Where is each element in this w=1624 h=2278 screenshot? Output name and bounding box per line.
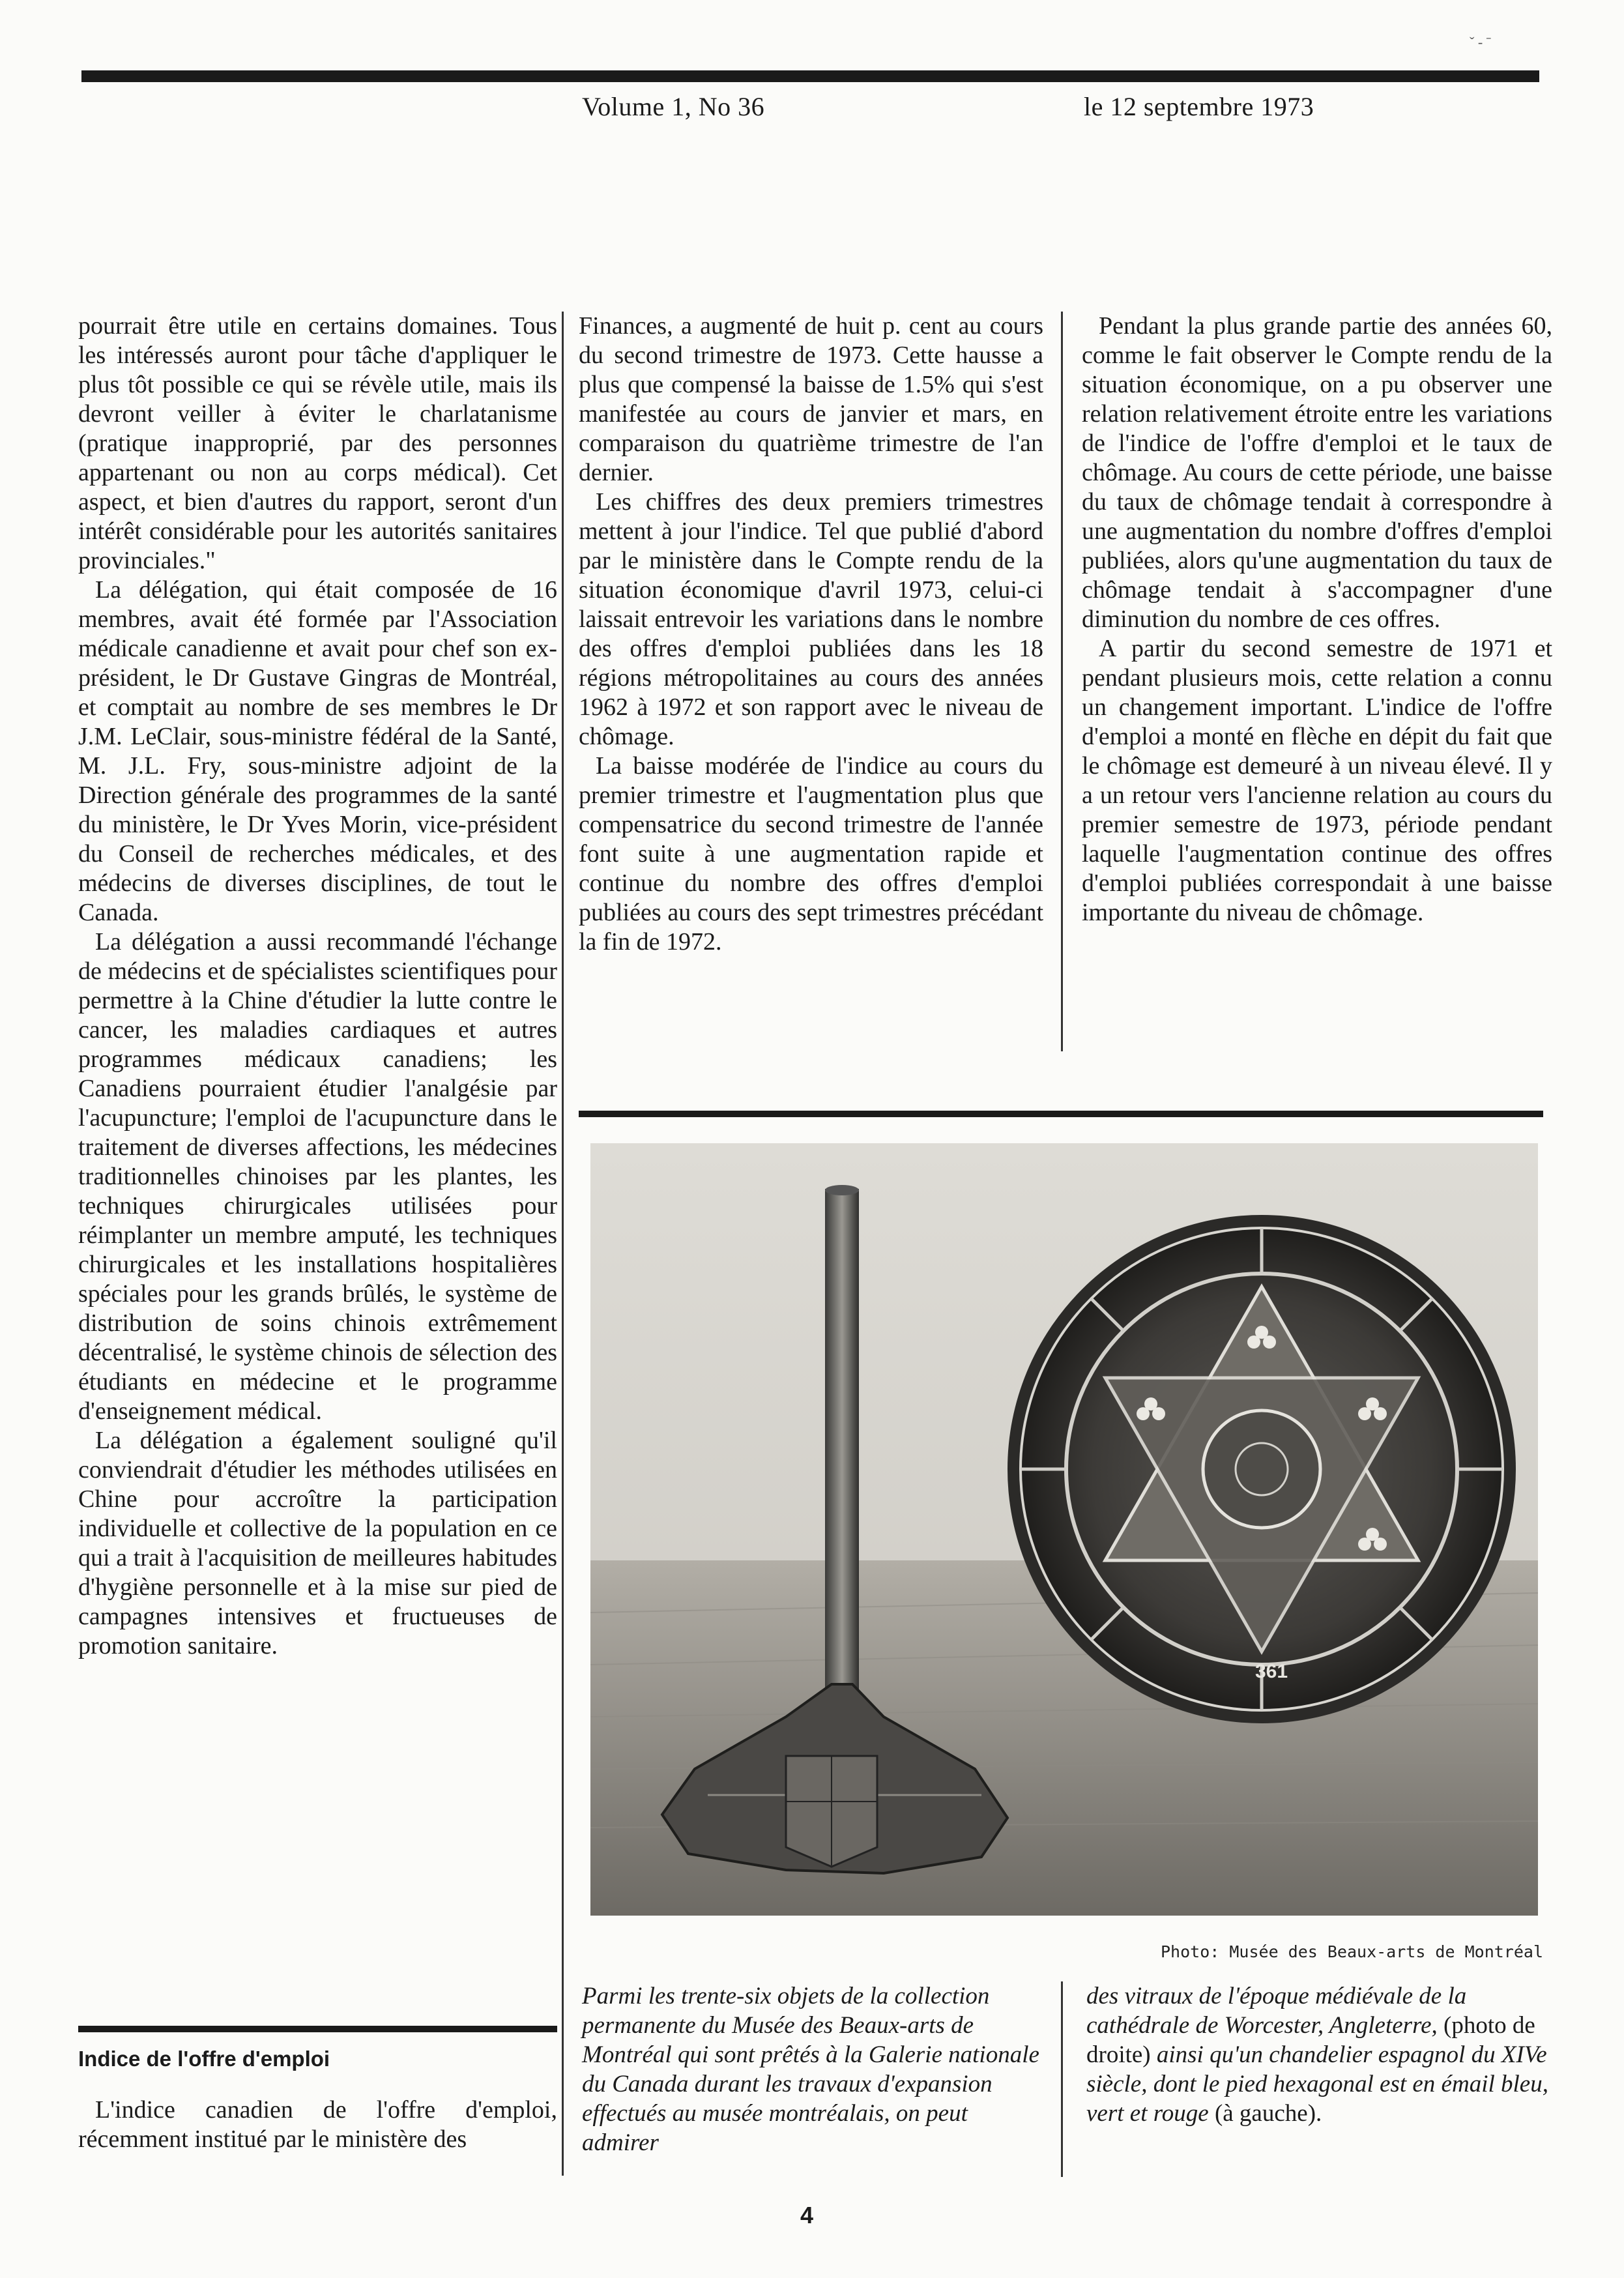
paragraph: pourrait être utile en certains domaines. Tous les intéressés auront pour tâche d'appliquer le plus tôt possible ce qui se révèle utile, mais ils devront veiller à éviter le charlatanisme (pratique inapproprié, par des personnes appartenant ou non au corps médical). Cet aspect, et bien d'autres du rapport, seront d'un intérêt considérable pour les autorités sanitaires provinciales."	[78, 312, 557, 574]
paragraph: Finances, a augmenté de huit p. cent au cours du second trimestre de 1973. Cette hausse a plus que compensé la baisse de 1.5% qui s'est manifestée au cours de janvier et mars, en comparaison du quatrième trimestre de l'an dernier.	[579, 312, 1043, 486]
paragraph: Pendant la plus grande partie des années 60, comme le fait observer le Compte rendu de la situation économique, on a pu observer une relation relativement étroite entre les variations de l'indice de l'offre d'emploi et le taux de chômage. Au cours de cette période, une baisse du taux de chômage tendait à correspondre à une augmentation du nombre d'offres d'emploi publiées, alors qu'une augmentation du taux de chômage tendait à s'accompagner d'une diminution du nombre de ces offres.	[1082, 312, 1552, 633]
page-number: 4	[800, 2202, 814, 2228]
section-body	[78, 2095, 557, 2154]
top-rule	[81, 70, 1539, 82]
column-1	[78, 312, 557, 1661]
column-3	[1082, 312, 1552, 927]
photo-caption-right	[1086, 1981, 1556, 2128]
section-heading: Indice de l'offre d'emploi	[78, 2047, 330, 2071]
paragraph: La délégation a aussi recommandé l'échange de médecins et de spécialistes scientifiques pour permettre à la Chine d'étudier la lutte contre le cancer, les maladies cardiaques et autres programmes médicaux canadiens; les Canadiens pourraient étudier l'analgésie par l'acupuncture; l'emploi de l'acupuncture dans le traitement de diverses affections, les médecines traditionnelles chinoises par les plantes, les techniques chirurgicales utilisées pour réimplanter un membre amputé, les techniques chirurgicales et les installations hospitalières spéciales pour les grands brûlés, le système de distribution de soins chinois extrêmement décentralisé, le système chinois de sélection des étudiants en médecine et le programme d'enseignement médical.	[78, 928, 557, 1425]
column-2	[579, 312, 1043, 957]
section-rule	[78, 2026, 557, 2032]
margin-mark: ˇ ‐ ˉ	[1470, 34, 1491, 50]
photo-credit: Photo: Musée des Beaux-arts de Montréal	[1161, 1942, 1543, 1961]
plate-number: 361	[1255, 1661, 1288, 1682]
column-divider	[1061, 312, 1063, 1051]
column-divider	[562, 312, 564, 2176]
photo-rule	[579, 1111, 1543, 1117]
paragraph: La délégation a également souligné qu'il conviendrait d'étudier les méthodes utilisées en Chine pour accroître la participation individuelle et collective de la population en ce qui a trait à l'acquisition de meilleures habitudes d'hygiène personnelle et à la mise sur pied de campagnes intensives et fructueuses de promotion sanitaire.	[78, 1427, 557, 1659]
paragraph: La baisse modérée de l'indice au cours du premier trimestre et l'augmentation plus que compensatrice du second trimestre de l'année font suite à une augmentation rapide et continue du nombre des offres d'emploi publiées au cours des sept trimestres précédant la fin de 1972.	[579, 752, 1043, 956]
caption-text: (à gauche).	[1214, 2100, 1322, 2127]
museum-photo	[590, 1143, 1538, 1916]
caption-text: ainsi qu'un chandelier espagnol du XIVe siècle, dont le pied hexagonal est en émail bleu, vert et rouge	[1086, 2041, 1548, 2127]
paragraph: Les chiffres des deux premiers trimestres mettent à jour l'indice. Tel que publié d'abord par le ministère dans le Compte rendu de la situation économique d'avril 1973, celui-ci laissait entrevoir les variations dans le nombre des offres d'emploi publiées dans les 18 régions métropolitaines au cours des années 1962 à 1972 et son rapport avec le niveau de chômage.	[579, 488, 1043, 750]
paragraph: La délégation, qui était composée de 16 membres, avait été formée par l'Association médicale canadienne et avait pour chef son ex-président, le Dr Gustave Gingras de Montréal, et comptait au nombre de ses membres le Dr J.M. LeClair, sous-ministre fédéral de la Santé, M. J.L. Fry, sous-ministre adjoint de la Direction générale des programmes de la santé du ministère, le Dr Yves Morin, vice-président du Conseil de recherches médicales, et des médecins de diverses disciplines, de tout le Canada.	[78, 576, 557, 926]
paragraph: A partir du second semestre de 1971 et pendant plusieurs mois, cette relation a connu un changement important. L'indice de l'offre d'emploi a monté en flèche en dépit du fait que le chômage est demeuré à un niveau élevé. Il y a un retour vers l'ancienne relation au cours du premier semestre de 1973, période pendant laquelle l'augmentation continue des offres d'emploi publiées correspondait à une baisse importante du niveau de chômage.	[1082, 635, 1552, 926]
stained-glass-roundel	[1008, 1215, 1516, 1723]
caption-text: (photo de droite)	[1086, 2012, 1535, 2068]
column-divider	[1061, 1981, 1063, 2177]
issue-volume: Volume 1, No 36	[582, 92, 765, 121]
photo-illustration	[590, 1143, 1538, 1916]
paragraph: L'indice canadien de l'offre d'emploi, récemment institué par le ministère des	[78, 2096, 557, 2153]
issue-date: le 12 septembre 1973	[1084, 92, 1314, 121]
photo-caption-left: Parmi les trente-six objets de la collection permanente du Musée des Beaux-arts de Montréal qui sont prêtés à la Galerie nationale du Canada durant les travaux d'expansion effectués au musée montréalais, on peut admirer	[582, 1983, 1039, 2156]
caption-text: des vitraux de l'époque médiévale de la cathédrale de Worcester, Angleterre,	[1086, 1983, 1467, 2039]
